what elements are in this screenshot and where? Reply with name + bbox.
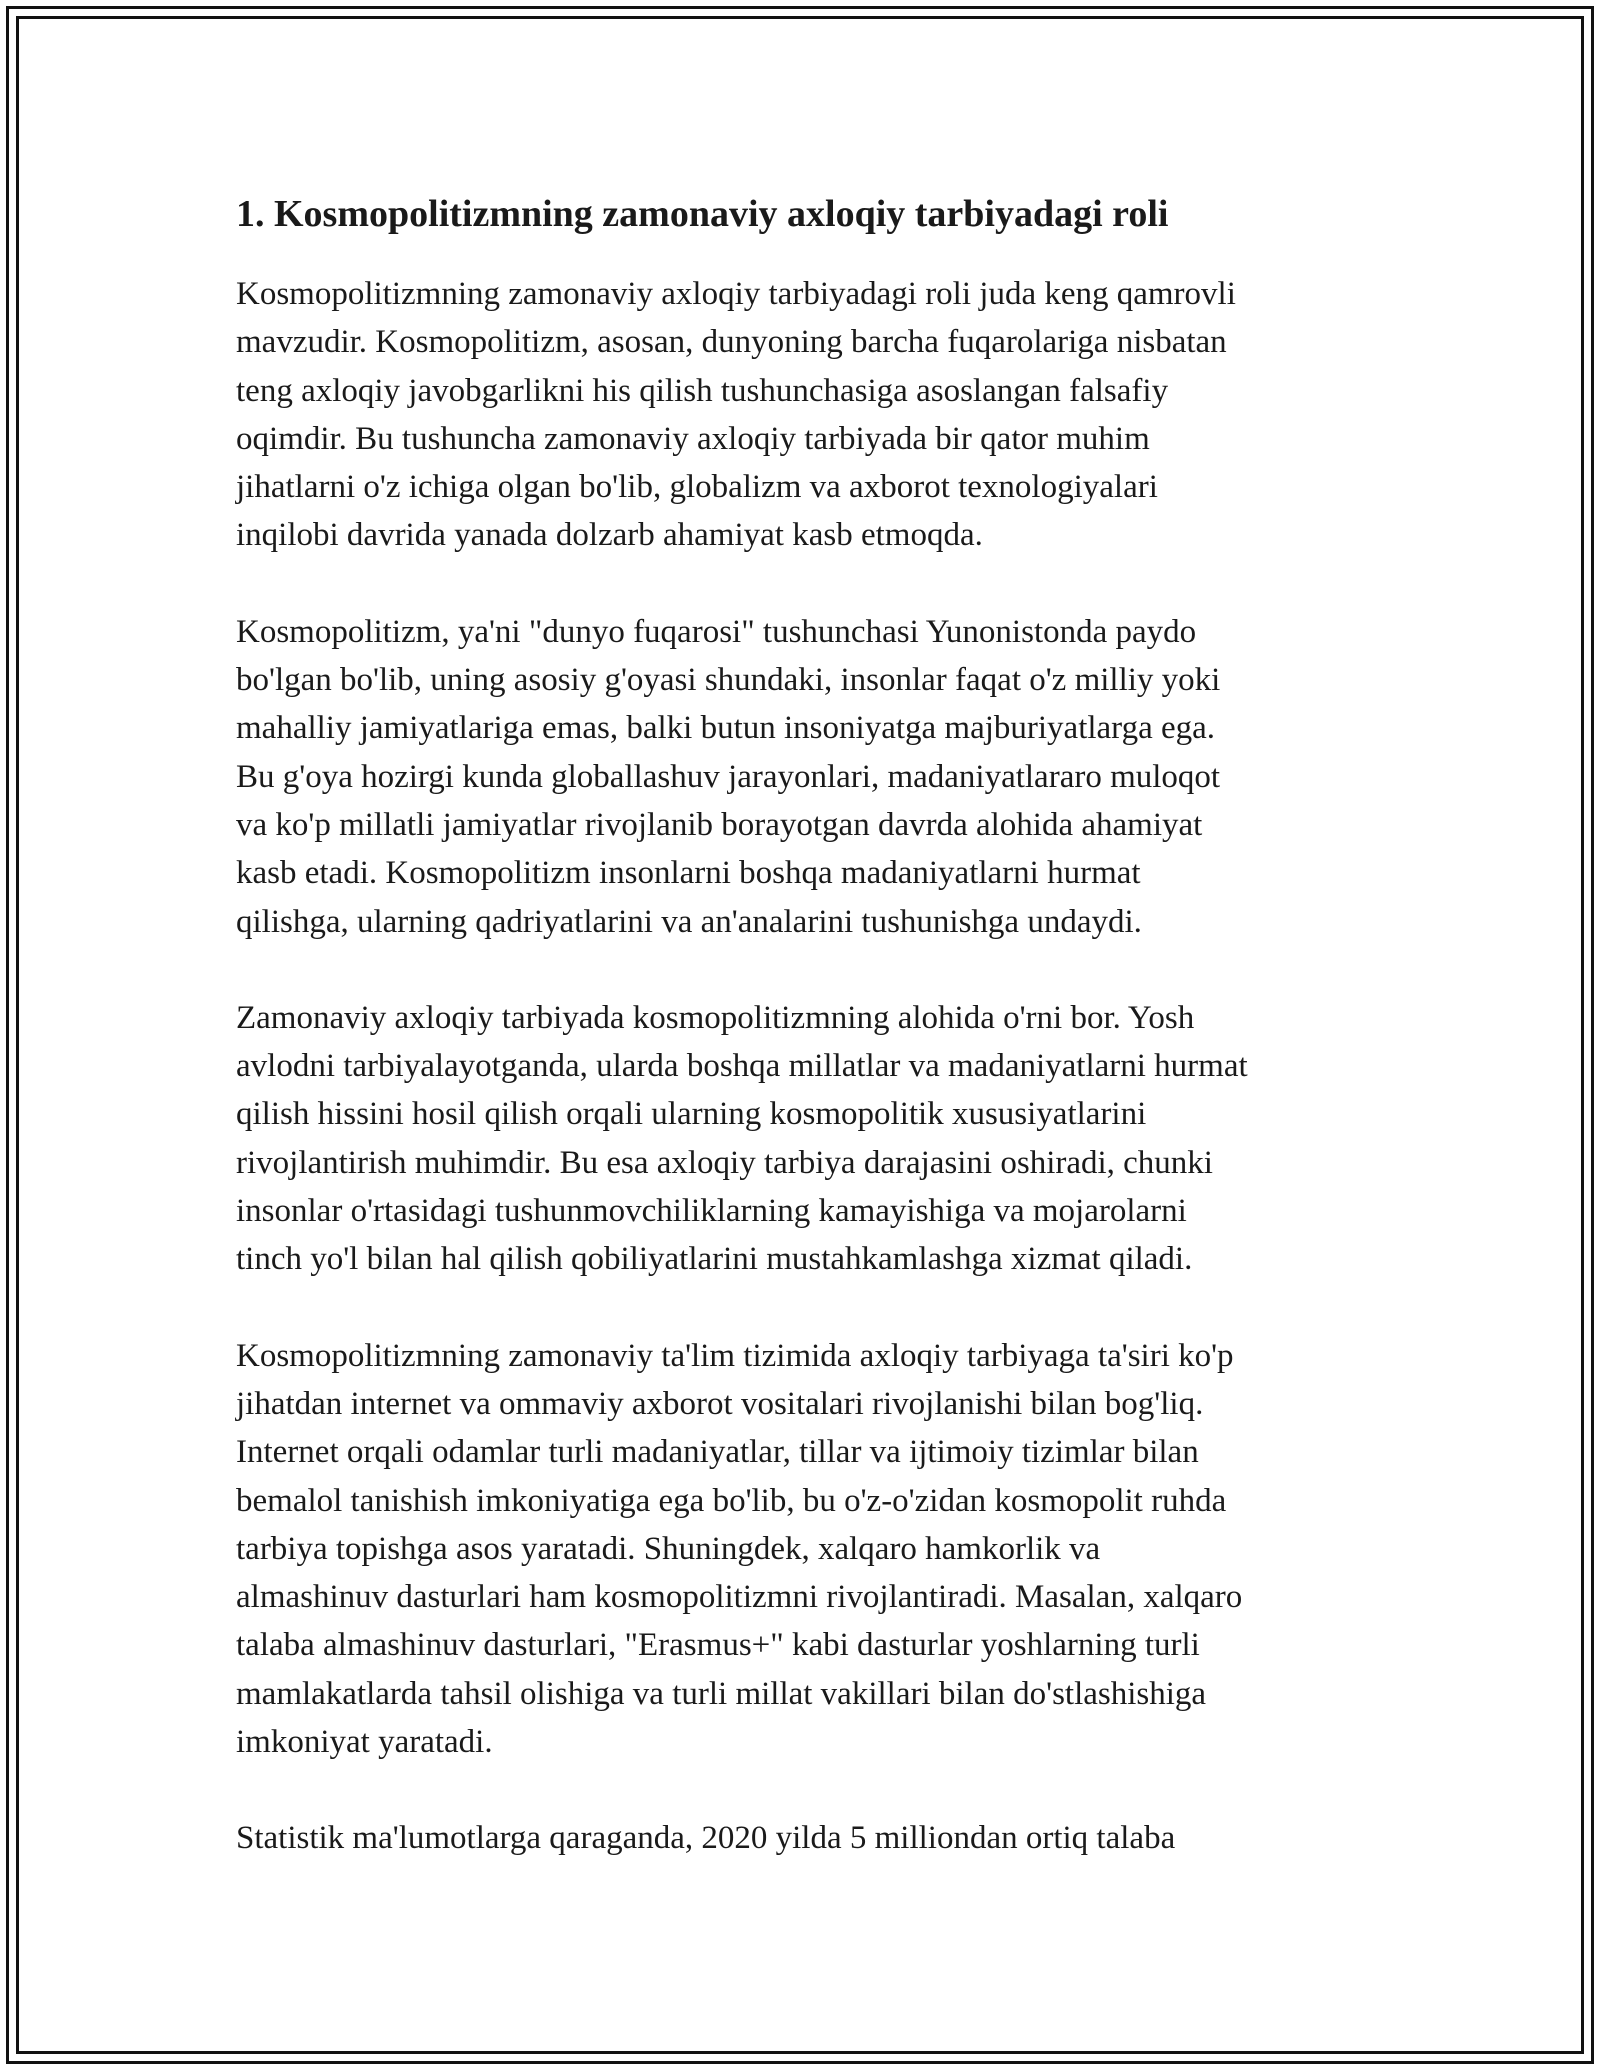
section-heading: 1. Kosmopolitizmning zamonaviy axloqiy tarbiyadagi roli bbox=[236, 193, 1169, 235]
paragraph-1: Kosmopolitizmning zamonaviy axloqiy tarbiyadagi roli juda keng qamrovli mavzudir. Kosmopolitizm, asosan, dunyoning barcha fuqarolariga nisbatan teng axloqiy javobgarlikni his qilish tushunchasiga asoslangan falsafiy oqimdir. Bu tushuncha zamonaviy axloqiy tarbiyada bir qator muhim jihatlarni o'z ichiga olgan bo'lib, globalizm va axborot texnologiyalari inqilobi davrida yanada dolzarb ahamiyat kasb etmoqda. bbox=[236, 276, 1236, 554]
paragraph-5: Statistik ma'lumotlarga qaraganda, 2020 yilda 5 milliondan ortiq talaba bbox=[236, 1820, 1176, 1857]
document-body bbox=[236, 184, 1376, 1911]
paragraph-3: Zamonaviy axloqiy tarbiyada kosmopolitizmning alohida o'rni bor. Yosh avlodni tarbiyalayotganda, ularda boshqa millatlar va madaniyatlarni hurmat qilish hissini hosil qilish orqali ularning kosmopolitik xususiyatlarini rivojlantirish muhimdir. Bu esa axloqiy tarbiya darajasini oshiradi, chunki insonlar o'rtasidagi tushunmovchiliklarning kamayishiga va mojarolarni tinch yo'l bilan hal qilish qobiliyatlarini mustahkamlashga xizmat qiladi. bbox=[236, 999, 1248, 1278]
paragraph-2: Kosmopolitizm, ya'ni "dunyo fuqarosi" tushunchasi Yunonistonda paydo bo'lgan bo'lib, uning asosiy g'oyasi shundaki, insonlar faqat o'z milliy yoki mahalliy jamiyatlariga emas, balki butun insoniyatga majburiyatlarga ega. Bu g'oya hozirgi kunda globallashuv jarayonlari, madaniyatlararo muloqot va ko'p millatli jamiyatlar rivojlanib borayotgan davrda alohida ahamiyat kasb etadi. Kosmopolitizm insonlarni boshqa madaniyatlarni hurmat qilishga, ularning qadriyatlarini va an'analarini tushunishga undaydi. bbox=[236, 613, 1221, 940]
paragraph-4: Kosmopolitizmning zamonaviy ta'lim tizimida axloqiy tarbiyaga ta'siri ko'p jihatdan internet va ommaviy axborot vositalari rivojlanishi bilan bog'liq. Internet orqali odamlar turli madaniyatlar, tillar va ijtimoiy tizimlar bilan bemalol tanishish imkoniyatiga ega bo'lib, bu o'z-o'zidan kosmopolit ruhda tarbiya topishga asos yaratadi. Shuningdek, xalqaro hamkorlik va almashinuv dasturlari ham kosmopolitizmni rivojlantiradi. Masalan, xalqaro talaba almashinuv dasturlari, "Erasmus+" kabi dasturlar yoshlarning turli mamlakatlarda tahsil olishiga va turli millat vakillari bilan do'stlashishiga imkoniyat yaratadi. bbox=[236, 1337, 1243, 1761]
